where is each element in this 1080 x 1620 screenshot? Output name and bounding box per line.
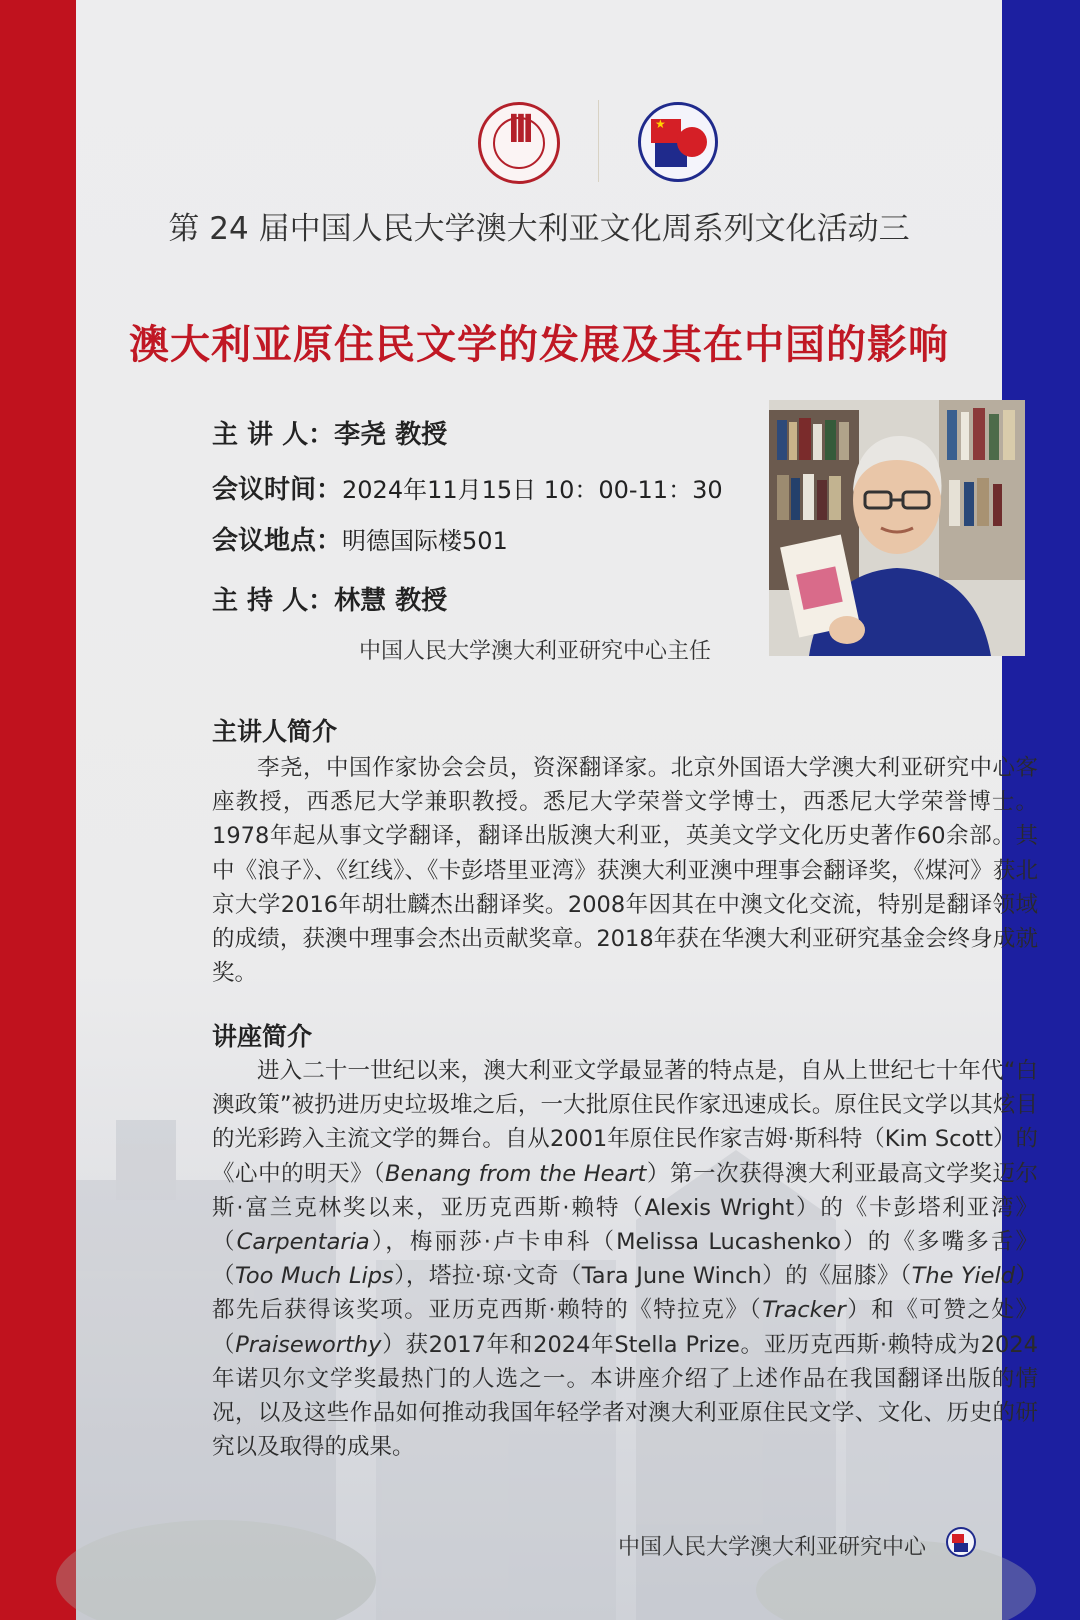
- time-value: 2024年11月15日 10：00-11：30: [342, 476, 723, 504]
- lecture-intro-heading: 讲座简介: [212, 1022, 313, 1051]
- lecture-intro-paragraph: 进入二十一世纪以来，澳大利亚文学最显著的特点是，自从上世纪七十年代“白澳政策”被扔进历史垃圾堆之后，一大批原住民作家迅速成长。原住民文学以其炫目的光彩跨入主流文学的舞台。自从2001年原住民作家吉姆·斯科特（Kim Scott）的《心中的明天》（Benang from the Heart）第一次获得澳大利亚最高文学奖迈尔斯·富兰克林奖以来，亚历克西斯·赖特（Alexis Wright）的《卡彭塔利亚湾》（Carpentaria），梅丽莎·卢卡申科（Melissa Lucashenko）的《多嘴多舌》（Too Much Lips），塔拉·琼·文奇（Tara June Winch）的《屈膝》（The Yield）都先后获得该奖项。亚历克西斯·赖特的《特拉克》（Tracker）和《可赞之处》（Praiseworthy）获2017年和2024年Stella Prize。亚历克西斯·赖特成为2024年诺贝尔文学奖最热门的人选之一。本讲座介绍了上述作品在我国翻译出版的情况，以及这些作品如何推动我国年轻学者对澳大利亚原住民文学、文化、历史的研究以及取得的成果。: [212, 1058, 1038, 1461]
- speaker-portrait: [769, 400, 1025, 656]
- centre-emblem-icon: [946, 1527, 976, 1557]
- poster-panel: [76, 0, 1038, 1620]
- venue-value: 明德国际楼501: [342, 527, 508, 555]
- venue-label: 会议地点：: [212, 526, 343, 556]
- host-row: [212, 580, 447, 617]
- event-series-subtitle: 第 24 届中国人民大学澳大利亚文化周系列文化活动三: [168, 211, 910, 247]
- speaker-intro-text: [212, 751, 1038, 990]
- speaker-row: [212, 414, 447, 451]
- host-name: 林慧 教授: [334, 586, 448, 616]
- lecture-title: 澳大利亚原住民文学的发展及其在中国的影响: [129, 322, 949, 368]
- renmin-university-logo: ꟾꟾꟾ: [478, 102, 560, 184]
- venue-row: [212, 520, 508, 557]
- time-label: 会议时间：: [212, 475, 343, 505]
- lecture-intro-text: [212, 1054, 1038, 1464]
- left-red-band: [0, 0, 76, 1620]
- speaker-label: 主 讲 人：: [212, 420, 335, 450]
- speaker-intro-paragraph: 李尧，中国作家协会会员，资深翻译家。北京外国语大学澳大利亚研究中心客座教授，西悉尼大学兼职教授。悉尼大学荣誉文学博士，西悉尼大学荣誉博士。1978年起从事文学翻译，翻译出版澳大利亚，英美文学文化历史著作60余部。其中《浪子》、《红线》、《卡彭塔里亚湾》获澳大利亚澳中理事会翻译奖，《煤河》获北京大学2016年胡壮麟杰出翻译奖。2008年因其在中澳文化交流，特别是翻译领域的成绩，获澳中理事会杰出贡献奖章。2018年获在华澳大利亚研究基金会终身成就奖。: [212, 755, 1038, 987]
- host-label: 主 持 人：: [212, 586, 335, 616]
- time-row: [212, 469, 723, 506]
- footer-organizer: 中国人民大学澳大利亚研究中心: [617, 1535, 926, 1560]
- speaker-intro-heading: 主讲人简介: [212, 717, 338, 746]
- host-title: 中国人民大学澳大利亚研究中心主任: [359, 639, 712, 664]
- logo-divider: [598, 100, 599, 182]
- speaker-name: 李尧 教授: [334, 420, 448, 450]
- australian-studies-centre-logo: ★: [638, 102, 718, 182]
